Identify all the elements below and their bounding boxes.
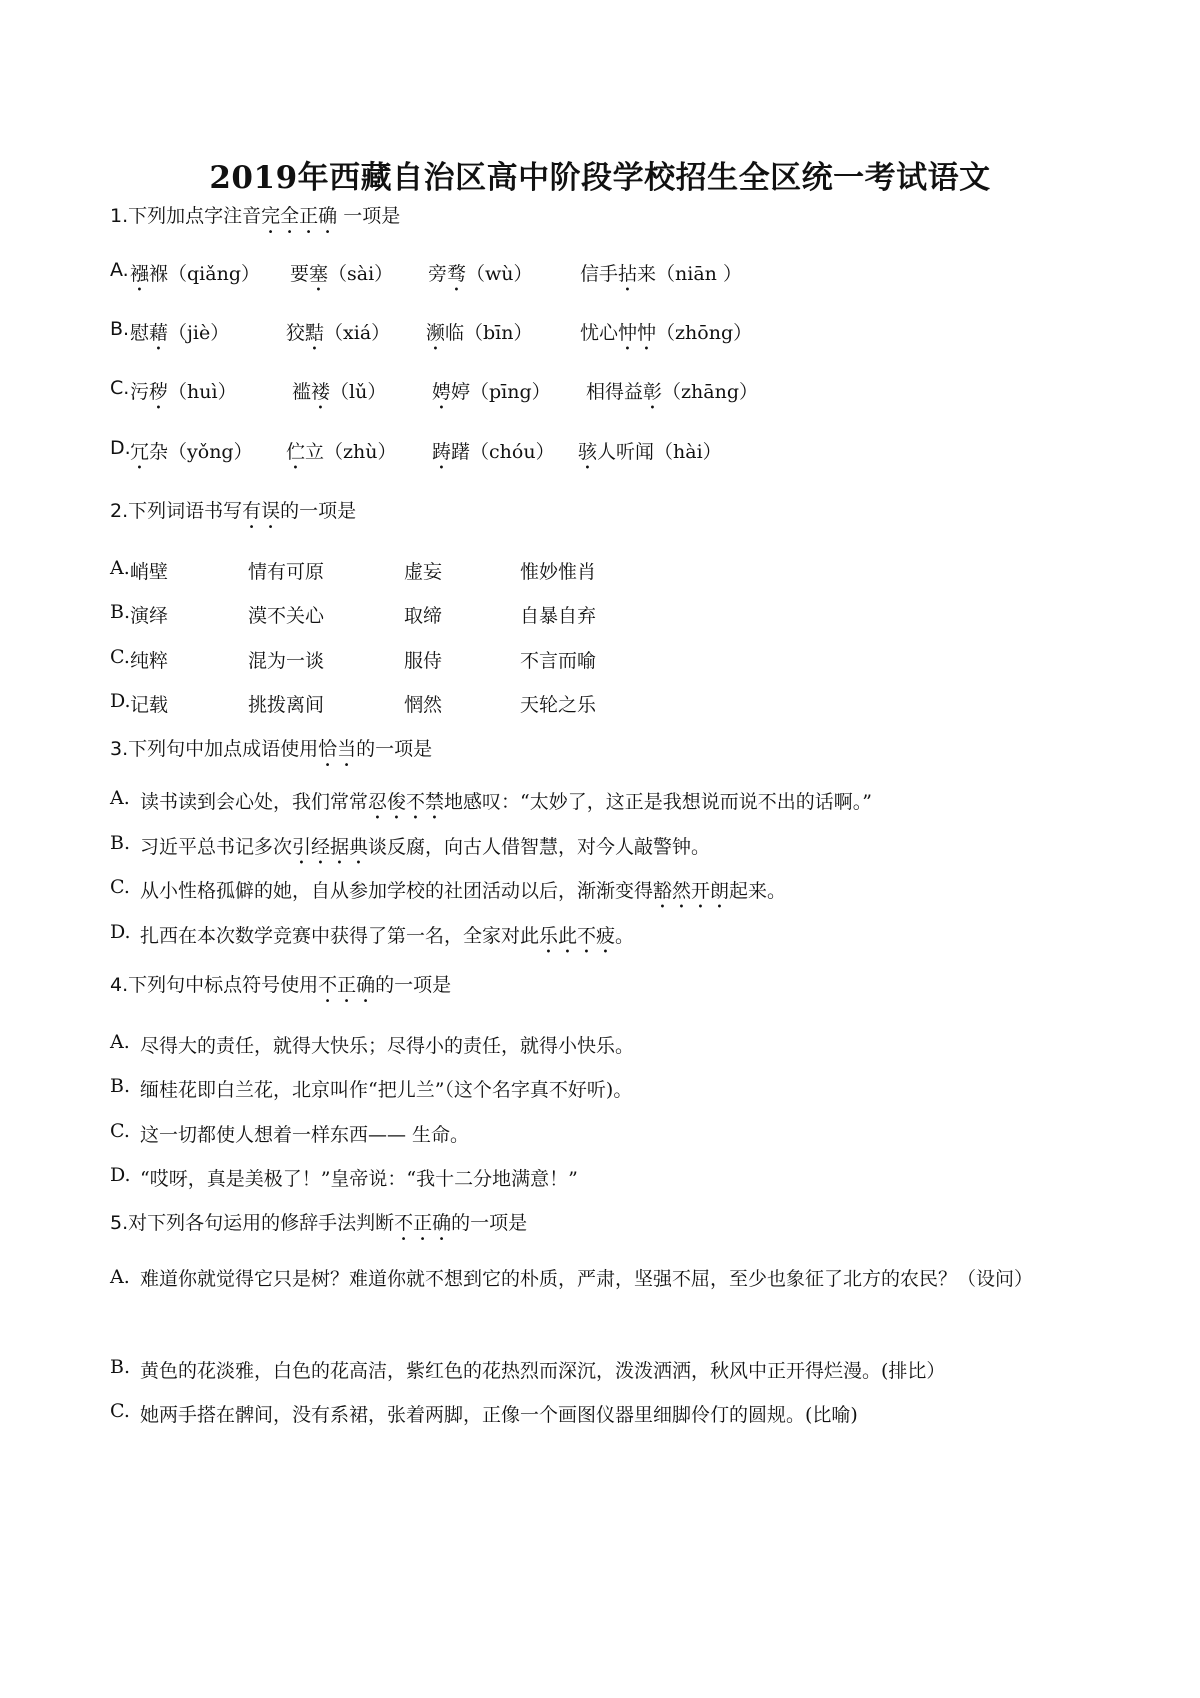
option-item: 污秽（huì） <box>130 381 237 403</box>
emphasis-mark: 完全正确 <box>261 205 338 227</box>
option-item: 服侍 <box>404 650 443 672</box>
emphasis-mark: 不正确 <box>318 974 376 996</box>
option-item: 冗杂（yǒng） <box>130 441 253 463</box>
option-item: 褴褛（lǔ） <box>292 381 387 403</box>
question-2-stem <box>110 496 356 533</box>
option-item: 天轮之乐 <box>520 694 597 716</box>
option-letter: D. <box>110 690 131 712</box>
emphasis-mark: 褛 <box>311 381 331 403</box>
emphasis-mark: 踌 <box>432 441 452 463</box>
stem-text: 3.下列句中加点成语使用恰当的一项是 <box>110 738 433 760</box>
question-5-stem <box>110 1208 527 1245</box>
option-item: 骇人听闻（hài） <box>578 441 722 463</box>
emphasis-mark: 拈 <box>618 263 638 285</box>
option-text: 缅桂花即白兰花，北京叫作“把儿兰”（这个名字真不好听)。 <box>140 1079 633 1101</box>
option-letter: D. <box>110 437 131 459</box>
question-4-stem <box>110 970 451 1007</box>
stem-text: 2.下列词语书写有误的一项是 <box>110 500 357 522</box>
option-text: 她两手搭在髀间，没有系裙，张着两脚，正像一个画图仪器里细脚伶仃的圆规。(比喻) <box>140 1404 858 1426</box>
option-text: 习近平总书记多次引经据典谈反腐，向古人借智慧，对今人敲警钟。 <box>140 836 711 858</box>
option-item: 旁骛（wù） <box>428 263 533 285</box>
option-item: 襁褓（qiǎng） <box>130 263 260 285</box>
option-letter: C. <box>110 377 130 399</box>
stem-text: 5.对下列各句运用的修辞手法判断不正确的一项是 <box>110 1212 528 1234</box>
option-item: 不言而喻 <box>520 650 597 672</box>
emphasis-mark: 秽 <box>149 381 169 403</box>
option-item: 娉婷（pīng） <box>432 381 551 403</box>
option-item: 混为一谈 <box>248 650 325 672</box>
option-text: 黄色的花淡雅，白色的花高洁，紫红色的花热烈而深沉，泼泼洒洒，秋风中正开得烂漫。(排比） <box>140 1360 946 1382</box>
option-text: 读书读到会心处，我们常常忍俊不禁地感叹：“太妙了，这正是我想说而说不出的话啊。” <box>140 791 872 813</box>
option-text: 尽得大的责任，就得大快乐；尽得小的责任，就得小快乐。 <box>140 1035 635 1057</box>
option-letter: B. <box>110 318 130 340</box>
option-item: 慰藉（jiè） <box>130 322 230 344</box>
stem-text: 1.下列加点字注音完全正确 一项是 <box>110 205 401 227</box>
question-3-stem <box>110 734 432 771</box>
emphasis-mark: 彰 <box>643 381 663 403</box>
option-letter: C. <box>110 876 130 898</box>
option-item: 虚妄 <box>404 561 443 583</box>
emphasis-mark: 豁然开朗 <box>653 880 730 902</box>
emphasis-mark: 乐此不疲 <box>539 925 616 947</box>
emphasis-mark: 有误 <box>242 500 281 522</box>
option-letter: A. <box>110 557 130 579</box>
option-item: 自暴自弃 <box>520 605 597 627</box>
option-text: 扎西在本次数学竞赛中获得了第一名，全家对此乐此不疲。 <box>140 925 635 947</box>
option-item: 忧心忡忡（zhōng） <box>580 322 753 344</box>
option-item: 伫立（zhù） <box>286 441 397 463</box>
emphasis-mark: 伫 <box>286 441 306 463</box>
option-letter: A. <box>110 259 129 281</box>
emphasis-mark: 恰当 <box>318 738 357 760</box>
option-item: 踌躇（chóu） <box>432 441 555 463</box>
emphasis-mark: 忍俊不禁 <box>368 791 445 813</box>
emphasis-mark: 骛 <box>447 263 467 285</box>
option-text: 这一切都使人想着一样东西—— 生命。 <box>140 1124 470 1146</box>
option-item: 相得益彰（zhāng） <box>586 381 759 403</box>
option-text: “哎呀，真是美极了！”皇帝说：“我十二分地满意！” <box>140 1168 578 1190</box>
option-item: 情有可原 <box>248 561 325 583</box>
option-item: 峭壁 <box>130 561 169 583</box>
option-item: 取缔 <box>404 605 443 627</box>
option-item: 惘然 <box>404 694 443 716</box>
emphasis-mark: 不正确 <box>394 1212 452 1234</box>
emphasis-mark: 黠 <box>305 322 325 344</box>
emphasis-mark: 娉 <box>432 381 452 403</box>
stem-text: 4.下列句中标点符号使用不正确的一项是 <box>110 974 452 996</box>
emphasis-mark: 濒 <box>426 322 446 344</box>
option-item: 演绎 <box>130 605 169 627</box>
option-letter: C. <box>110 646 130 668</box>
option-letter: C. <box>110 1400 130 1422</box>
option-letter: B. <box>110 832 131 854</box>
question-1-stem <box>110 201 400 238</box>
option-item: 信手拈来（niān ） <box>580 263 742 285</box>
option-letter: B. <box>110 1356 131 1378</box>
option-letter: B. <box>110 1075 131 1097</box>
option-text: 从小性格孤僻的她，自从参加学校的社团活动以后，渐渐变得豁然开朗起来。 <box>140 880 787 902</box>
option-text: 难道你就觉得它只是树？难道你就不想到它的朴质，严肃，坚强不屈，至少也象征了北方的农民？（设问） <box>140 1268 1034 1290</box>
emphasis-mark: 藉 <box>149 322 169 344</box>
emphasis-mark: 襁 <box>130 263 150 285</box>
emphasis-mark: 冗 <box>130 441 150 463</box>
page-title: 2019年西藏自治区高中阶段学校招生全区统一考试语文 <box>209 160 991 196</box>
option-item: 狡黠（xiá） <box>286 322 391 344</box>
option-item: 要塞（sài） <box>290 263 394 285</box>
option-item: 记载 <box>130 694 169 716</box>
option-item: 漠不关心 <box>248 605 325 627</box>
option-letter: B. <box>110 601 131 623</box>
option-letter: A. <box>110 1031 130 1053</box>
option-letter: A. <box>110 1266 130 1288</box>
option-letter: C. <box>110 1120 130 1142</box>
option-item: 挑拨离间 <box>248 694 325 716</box>
emphasis-mark: 骇 <box>578 441 598 463</box>
option-letter: A. <box>110 787 130 809</box>
option-letter: D. <box>110 1164 131 1186</box>
emphasis-mark: 忡忡 <box>618 322 657 344</box>
option-item: 惟妙惟肖 <box>520 561 597 583</box>
emphasis-mark: 塞 <box>309 263 329 285</box>
emphasis-mark: 引经据典 <box>292 836 369 858</box>
option-item: 濒临（bīn） <box>426 322 533 344</box>
option-item: 纯粹 <box>130 650 169 672</box>
option-letter: D. <box>110 921 131 943</box>
